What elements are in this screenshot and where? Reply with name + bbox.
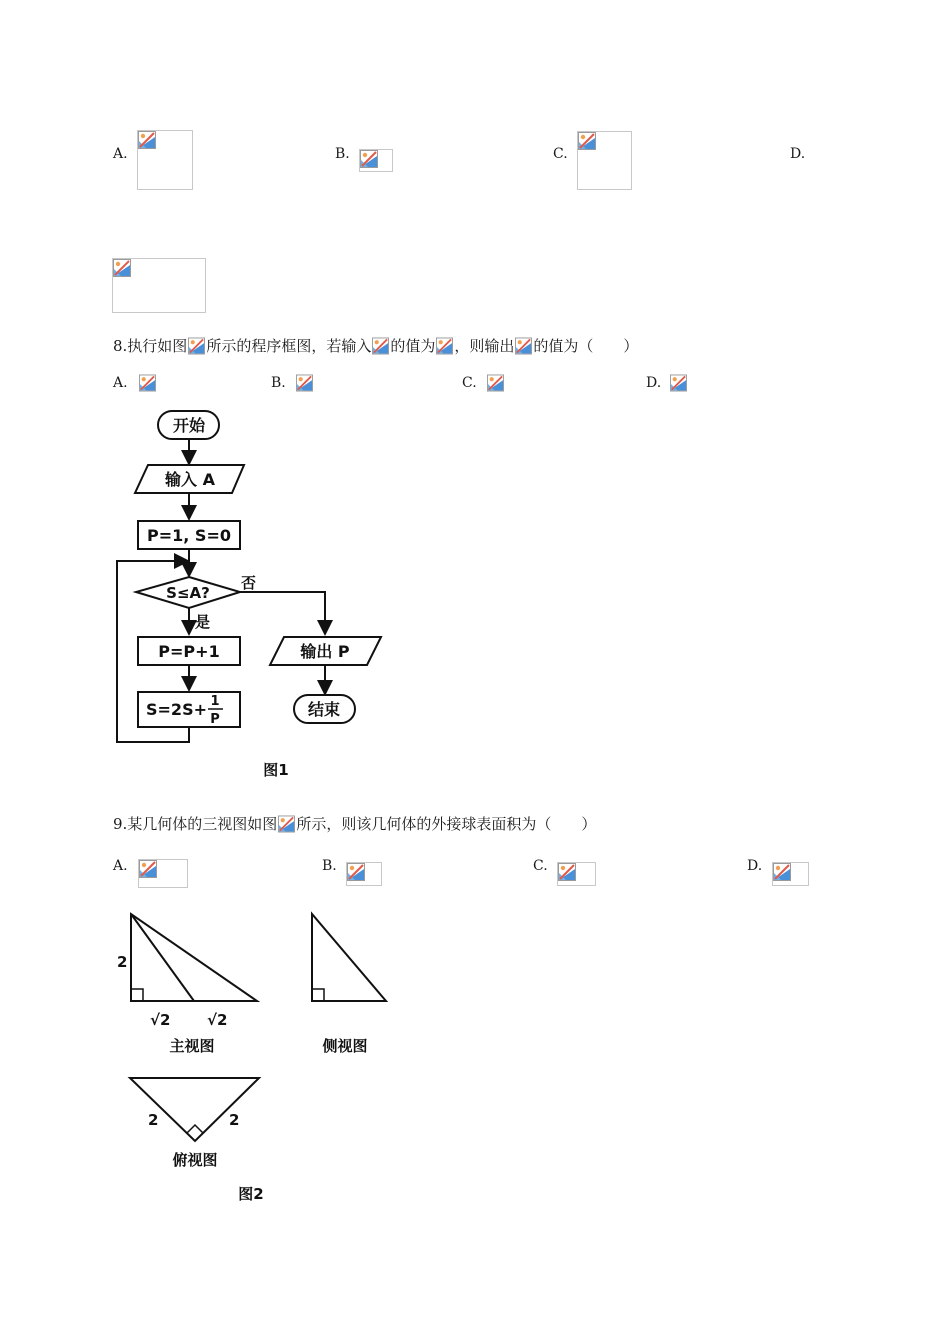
broken-image-icon xyxy=(670,374,687,392)
broken-image-icon xyxy=(278,815,295,833)
q9-option-b-label: B. xyxy=(322,858,337,874)
q9-option-c-label: C. xyxy=(533,858,548,874)
broken-image-icon xyxy=(139,860,157,878)
q8-option-b-label: B. xyxy=(271,375,286,391)
top-view-caption: 俯视图 xyxy=(172,1151,218,1169)
q9-option-a-image xyxy=(138,859,188,888)
flow-increment-text: P=P+1 xyxy=(158,642,220,661)
broken-image-icon xyxy=(296,374,313,392)
broken-image-icon xyxy=(138,131,156,149)
q9-option-b-image xyxy=(346,862,382,886)
q8-option-c-label: C. xyxy=(462,375,477,391)
flow-no-label: 否 xyxy=(241,574,257,592)
q9-option-a-label: A. xyxy=(113,858,128,874)
broken-image-icon xyxy=(773,863,791,881)
q9-text-1: 9.某几何体的三视图如图 xyxy=(113,815,278,833)
q7-option-d-label: D. xyxy=(790,146,806,162)
q8-option-a-label: A. xyxy=(113,375,128,391)
q7-option-b-label: B. xyxy=(335,146,350,162)
flow-end-text: 结束 xyxy=(307,700,341,719)
side-view-caption: 侧视图 xyxy=(322,1037,368,1055)
q8-question xyxy=(113,336,638,356)
front-view-shape xyxy=(131,914,257,1001)
q7-option-c-image xyxy=(577,131,632,190)
front-base-label-1: √2 xyxy=(150,1011,171,1029)
q9-question xyxy=(113,814,596,834)
broken-image-icon xyxy=(578,132,596,150)
top-edge-label-left: 2 xyxy=(148,1111,159,1129)
side-view-shape xyxy=(312,914,386,1001)
broken-image-icon xyxy=(558,863,576,881)
flow-input-text: 输入 A xyxy=(165,470,215,489)
q9-option-c-image xyxy=(557,862,596,886)
top-edge-label-right: 2 xyxy=(229,1111,240,1129)
flow-update-denominator: P xyxy=(210,712,220,727)
broken-image-icon xyxy=(188,337,205,355)
flow-start-text: 开始 xyxy=(172,416,206,435)
broken-image-icon xyxy=(139,374,156,392)
flow-output-text: 输出 P xyxy=(300,642,350,661)
q8-text-1: 8.执行如图 xyxy=(113,337,188,355)
flow-update-numerator: 1 xyxy=(210,694,220,709)
broken-image-icon xyxy=(436,337,453,355)
q9-option-d-label: D. xyxy=(747,858,763,874)
broken-image-icon xyxy=(347,863,365,881)
q8-text-2: 所示的程序框图，若输入 xyxy=(206,337,372,355)
three-views-figure xyxy=(100,900,410,1210)
figure-2-caption: 图2 xyxy=(238,1185,264,1203)
q9-option-d-image xyxy=(772,862,809,886)
q8-option-d-label: D. xyxy=(646,375,662,391)
q7-option-a-image xyxy=(137,130,193,190)
top-view-shape xyxy=(130,1078,259,1141)
flow-yes-label: 是 xyxy=(195,613,211,631)
broken-image-icon xyxy=(487,374,504,392)
front-base-label-2: √2 xyxy=(207,1011,228,1029)
broken-image-icon xyxy=(515,337,532,355)
q8-text-5: 的值为（ ） xyxy=(533,337,639,355)
flow-init-text: P=1, S=0 xyxy=(147,526,231,545)
broken-image-icon xyxy=(360,150,378,168)
broken-image-icon xyxy=(372,337,389,355)
q7-option-b-image xyxy=(359,149,393,172)
q7-option-c-label: C. xyxy=(553,146,568,162)
q8-text-3: 的值为 xyxy=(390,337,436,355)
broken-image-icon xyxy=(113,259,131,277)
q8-text-4: ，则输出 xyxy=(454,337,515,355)
flow-condition-text: S≤A? xyxy=(166,584,210,602)
q9-text-2: 所示，则该几何体的外接球表面积为（ ） xyxy=(296,815,597,833)
front-view-caption: 主视图 xyxy=(169,1037,215,1055)
figure-1-caption: 图1 xyxy=(263,761,289,779)
flow-update-text: S=2S+ xyxy=(146,700,207,719)
flowchart-figure xyxy=(100,400,400,790)
q7-option-d-image xyxy=(112,258,206,313)
front-height-label: 2 xyxy=(117,953,128,971)
q7-option-a-label: A. xyxy=(113,146,128,162)
